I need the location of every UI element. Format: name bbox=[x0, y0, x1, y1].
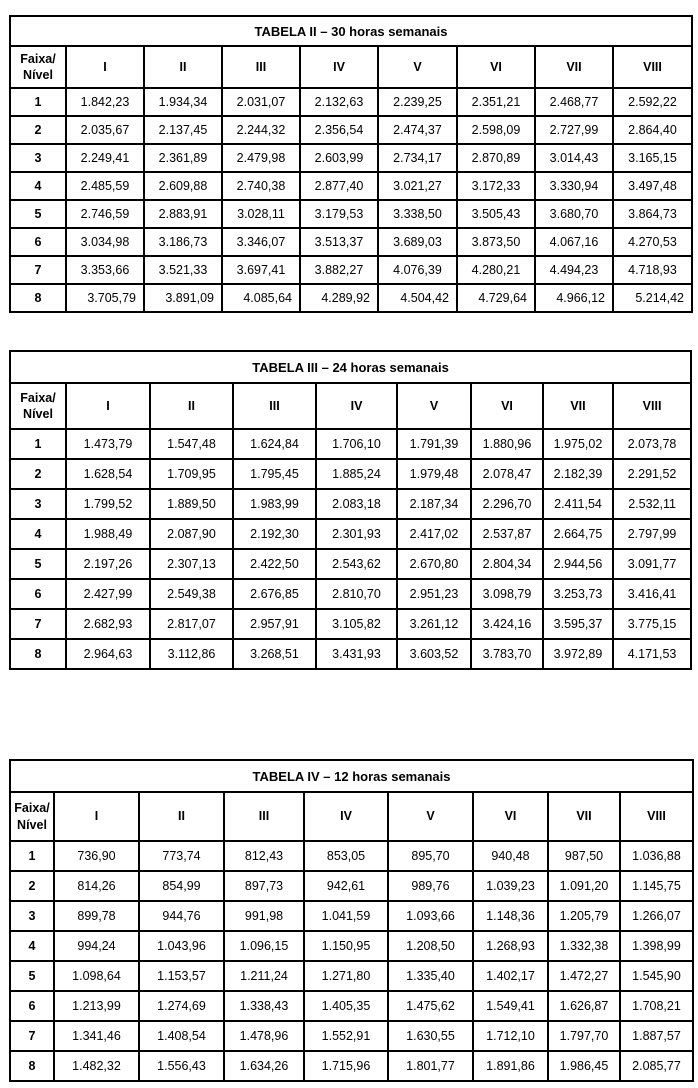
value-cell: 2.609,88 bbox=[144, 172, 222, 200]
value-cell: 2.474,37 bbox=[378, 116, 457, 144]
table-row bbox=[10, 228, 692, 256]
value-cell: 736,90 bbox=[54, 841, 139, 871]
level-cell: 6 bbox=[10, 579, 66, 609]
value-cell: 2.291,52 bbox=[613, 459, 691, 489]
value-cell: 3.705,79 bbox=[66, 284, 144, 312]
value-cell: 2.734,17 bbox=[378, 144, 457, 172]
table-row bbox=[10, 961, 693, 991]
value-cell: 1.153,57 bbox=[139, 961, 224, 991]
value-cell: 3.513,37 bbox=[300, 228, 378, 256]
value-cell: 1.475,62 bbox=[388, 991, 473, 1021]
value-cell: 814,26 bbox=[54, 871, 139, 901]
column-header: VII bbox=[543, 383, 613, 429]
level-cell: 4 bbox=[10, 519, 66, 549]
value-cell: 1.799,52 bbox=[66, 489, 150, 519]
value-cell: 1.208,50 bbox=[388, 931, 473, 961]
table-row bbox=[10, 549, 691, 579]
value-cell: 2.087,90 bbox=[150, 519, 233, 549]
value-cell: 1.332,38 bbox=[548, 931, 620, 961]
value-cell: 1.091,20 bbox=[548, 871, 620, 901]
value-cell: 2.549,38 bbox=[150, 579, 233, 609]
value-cell: 2.532,11 bbox=[613, 489, 691, 519]
table-row bbox=[10, 579, 691, 609]
value-cell: 3.330,94 bbox=[535, 172, 613, 200]
value-cell: 3.595,37 bbox=[543, 609, 613, 639]
corner-header-line1: Faixa/ bbox=[20, 51, 56, 66]
value-cell: 4.076,39 bbox=[378, 256, 457, 284]
table-row bbox=[10, 901, 693, 931]
table-row bbox=[10, 1021, 693, 1051]
value-cell: 2.537,87 bbox=[471, 519, 543, 549]
value-cell: 1.880,96 bbox=[471, 429, 543, 459]
value-cell: 2.351,21 bbox=[457, 88, 535, 116]
level-cell: 7 bbox=[10, 609, 66, 639]
value-cell: 1.934,34 bbox=[144, 88, 222, 116]
value-cell: 3.346,07 bbox=[222, 228, 300, 256]
corner-header-line2: Nível bbox=[17, 817, 47, 832]
value-cell: 3.112,86 bbox=[150, 639, 233, 669]
table-row bbox=[10, 1051, 693, 1081]
value-cell: 3.882,27 bbox=[300, 256, 378, 284]
value-cell: 1.473,79 bbox=[66, 429, 150, 459]
value-cell: 2.670,80 bbox=[397, 549, 471, 579]
value-cell: 3.253,73 bbox=[543, 579, 613, 609]
table-row bbox=[10, 429, 691, 459]
value-cell: 3.505,43 bbox=[457, 200, 535, 228]
value-cell: 994,24 bbox=[54, 931, 139, 961]
value-cell: 1.271,80 bbox=[304, 961, 388, 991]
value-cell: 4.085,64 bbox=[222, 284, 300, 312]
level-cell: 2 bbox=[10, 459, 66, 489]
value-cell: 3.186,73 bbox=[144, 228, 222, 256]
value-cell: 2.817,07 bbox=[150, 609, 233, 639]
value-cell: 2.301,93 bbox=[316, 519, 397, 549]
value-cell: 2.603,99 bbox=[300, 144, 378, 172]
table-row bbox=[10, 639, 691, 669]
value-cell: 3.098,79 bbox=[471, 579, 543, 609]
value-cell: 4.067,16 bbox=[535, 228, 613, 256]
corner-header-faixa-nivel bbox=[10, 792, 54, 841]
column-header: VIII bbox=[613, 383, 691, 429]
value-cell: 1.795,45 bbox=[233, 459, 316, 489]
column-header: VII bbox=[548, 792, 620, 841]
column-header: III bbox=[233, 383, 316, 429]
table-row bbox=[10, 931, 693, 961]
value-cell: 3.424,16 bbox=[471, 609, 543, 639]
value-cell: 1.405,35 bbox=[304, 991, 388, 1021]
value-cell: 1.398,99 bbox=[620, 931, 693, 961]
value-cell: 1.039,23 bbox=[473, 871, 548, 901]
column-header: I bbox=[66, 46, 144, 88]
value-cell: 1.338,43 bbox=[224, 991, 304, 1021]
value-cell: 2.296,70 bbox=[471, 489, 543, 519]
level-cell: 6 bbox=[10, 228, 66, 256]
level-cell: 7 bbox=[10, 1021, 54, 1051]
table-row bbox=[10, 609, 691, 639]
level-cell: 1 bbox=[10, 429, 66, 459]
salary-table-3 bbox=[9, 759, 694, 1082]
salary-table-2 bbox=[9, 350, 692, 670]
value-cell: 940,48 bbox=[473, 841, 548, 871]
table-title: TABELA II – 30 horas semanais bbox=[10, 16, 692, 46]
value-cell: 3.091,77 bbox=[613, 549, 691, 579]
column-header: VIII bbox=[613, 46, 692, 88]
value-cell: 2.877,40 bbox=[300, 172, 378, 200]
value-cell: 2.411,54 bbox=[543, 489, 613, 519]
value-cell: 1.708,21 bbox=[620, 991, 693, 1021]
value-cell: 1.145,75 bbox=[620, 871, 693, 901]
value-cell: 1.274,69 bbox=[139, 991, 224, 1021]
value-cell: 4.729,64 bbox=[457, 284, 535, 312]
value-cell: 987,50 bbox=[548, 841, 620, 871]
value-cell: 853,05 bbox=[304, 841, 388, 871]
value-cell: 989,76 bbox=[388, 871, 473, 901]
table-row bbox=[10, 116, 692, 144]
value-cell: 3.783,70 bbox=[471, 639, 543, 669]
value-cell: 1.630,55 bbox=[388, 1021, 473, 1051]
level-cell: 6 bbox=[10, 991, 54, 1021]
value-cell: 3.891,09 bbox=[144, 284, 222, 312]
value-cell: 1.093,66 bbox=[388, 901, 473, 931]
value-cell: 1.408,54 bbox=[139, 1021, 224, 1051]
level-cell: 1 bbox=[10, 841, 54, 871]
value-cell: 1.148,36 bbox=[473, 901, 548, 931]
value-cell: 899,78 bbox=[54, 901, 139, 931]
value-cell: 944,76 bbox=[139, 901, 224, 931]
value-cell: 2.083,18 bbox=[316, 489, 397, 519]
value-cell: 1.545,90 bbox=[620, 961, 693, 991]
table-row bbox=[10, 144, 692, 172]
value-cell: 3.021,27 bbox=[378, 172, 457, 200]
value-cell: 2.192,30 bbox=[233, 519, 316, 549]
value-cell: 2.740,38 bbox=[222, 172, 300, 200]
value-cell: 4.289,92 bbox=[300, 284, 378, 312]
value-cell: 4.171,53 bbox=[613, 639, 691, 669]
value-cell: 2.944,56 bbox=[543, 549, 613, 579]
table-row bbox=[10, 284, 692, 312]
value-cell: 2.307,13 bbox=[150, 549, 233, 579]
value-cell: 4.280,21 bbox=[457, 256, 535, 284]
level-cell: 8 bbox=[10, 1051, 54, 1081]
table-row bbox=[10, 519, 691, 549]
value-cell: 1.986,45 bbox=[548, 1051, 620, 1081]
value-cell: 2.031,07 bbox=[222, 88, 300, 116]
column-header: IV bbox=[316, 383, 397, 429]
value-cell: 1.634,26 bbox=[224, 1051, 304, 1081]
value-cell: 3.873,50 bbox=[457, 228, 535, 256]
column-header: VIII bbox=[620, 792, 693, 841]
value-cell: 1.041,59 bbox=[304, 901, 388, 931]
level-cell: 8 bbox=[10, 639, 66, 669]
table-row bbox=[10, 841, 693, 871]
value-cell: 1.556,43 bbox=[139, 1051, 224, 1081]
value-cell: 3.431,93 bbox=[316, 639, 397, 669]
table-row bbox=[10, 459, 691, 489]
value-cell: 2.361,89 bbox=[144, 144, 222, 172]
value-cell: 3.603,52 bbox=[397, 639, 471, 669]
value-cell: 1.801,77 bbox=[388, 1051, 473, 1081]
value-cell: 2.417,02 bbox=[397, 519, 471, 549]
level-cell: 3 bbox=[10, 144, 66, 172]
value-cell: 1.975,02 bbox=[543, 429, 613, 459]
corner-header-line1: Faixa/ bbox=[20, 390, 56, 405]
value-cell: 854,99 bbox=[139, 871, 224, 901]
corner-header-line1: Faixa/ bbox=[14, 801, 50, 816]
value-cell: 3.268,51 bbox=[233, 639, 316, 669]
value-cell: 1.096,15 bbox=[224, 931, 304, 961]
value-cell: 1.043,96 bbox=[139, 931, 224, 961]
table-row bbox=[10, 200, 692, 228]
value-cell: 2.249,41 bbox=[66, 144, 144, 172]
column-header: VI bbox=[471, 383, 543, 429]
level-cell: 5 bbox=[10, 549, 66, 579]
value-cell: 1.211,24 bbox=[224, 961, 304, 991]
value-cell: 1.889,50 bbox=[150, 489, 233, 519]
value-cell: 1.549,41 bbox=[473, 991, 548, 1021]
value-cell: 1.715,96 bbox=[304, 1051, 388, 1081]
salary-table-1 bbox=[9, 15, 693, 313]
table-title: TABELA IV – 12 horas semanais bbox=[10, 760, 693, 792]
value-cell: 2.035,67 bbox=[66, 116, 144, 144]
column-header: V bbox=[388, 792, 473, 841]
value-cell: 1.979,48 bbox=[397, 459, 471, 489]
value-cell: 1.268,93 bbox=[473, 931, 548, 961]
value-cell: 2.137,45 bbox=[144, 116, 222, 144]
value-cell: 4.494,23 bbox=[535, 256, 613, 284]
value-cell: 2.676,85 bbox=[233, 579, 316, 609]
table-row bbox=[10, 172, 692, 200]
value-cell: 3.521,33 bbox=[144, 256, 222, 284]
level-cell: 1 bbox=[10, 88, 66, 116]
value-cell: 2.078,47 bbox=[471, 459, 543, 489]
value-cell: 1.205,79 bbox=[548, 901, 620, 931]
column-header: V bbox=[378, 46, 457, 88]
level-cell: 7 bbox=[10, 256, 66, 284]
value-cell: 1.098,64 bbox=[54, 961, 139, 991]
level-cell: 4 bbox=[10, 931, 54, 961]
value-cell: 2.187,34 bbox=[397, 489, 471, 519]
value-cell: 2.427,99 bbox=[66, 579, 150, 609]
value-cell: 2.132,63 bbox=[300, 88, 378, 116]
value-cell: 2.239,25 bbox=[378, 88, 457, 116]
salary-tables-container bbox=[9, 15, 698, 1082]
value-cell: 1.988,49 bbox=[66, 519, 150, 549]
value-cell: 2.864,40 bbox=[613, 116, 692, 144]
value-cell: 1.624,84 bbox=[233, 429, 316, 459]
corner-header-faixa-nivel bbox=[10, 46, 66, 88]
table-row bbox=[10, 256, 692, 284]
value-cell: 3.172,33 bbox=[457, 172, 535, 200]
value-cell: 3.689,03 bbox=[378, 228, 457, 256]
value-cell: 3.034,98 bbox=[66, 228, 144, 256]
value-cell: 1.626,87 bbox=[548, 991, 620, 1021]
value-cell: 3.165,15 bbox=[613, 144, 692, 172]
column-header: I bbox=[66, 383, 150, 429]
value-cell: 1.482,32 bbox=[54, 1051, 139, 1081]
column-header: III bbox=[222, 46, 300, 88]
value-cell: 2.197,26 bbox=[66, 549, 150, 579]
level-cell: 2 bbox=[10, 871, 54, 901]
value-cell: 3.416,41 bbox=[613, 579, 691, 609]
value-cell: 2.468,77 bbox=[535, 88, 613, 116]
value-cell: 3.105,82 bbox=[316, 609, 397, 639]
value-cell: 3.338,50 bbox=[378, 200, 457, 228]
level-cell: 3 bbox=[10, 489, 66, 519]
value-cell: 2.951,23 bbox=[397, 579, 471, 609]
column-header: II bbox=[144, 46, 222, 88]
value-cell: 1.335,40 bbox=[388, 961, 473, 991]
value-cell: 2.957,91 bbox=[233, 609, 316, 639]
value-cell: 3.680,70 bbox=[535, 200, 613, 228]
corner-header-faixa-nivel bbox=[10, 383, 66, 429]
value-cell: 1.552,91 bbox=[304, 1021, 388, 1051]
value-cell: 897,73 bbox=[224, 871, 304, 901]
value-cell: 1.712,10 bbox=[473, 1021, 548, 1051]
value-cell: 2.810,70 bbox=[316, 579, 397, 609]
value-cell: 2.592,22 bbox=[613, 88, 692, 116]
value-cell: 3.353,66 bbox=[66, 256, 144, 284]
table-row bbox=[10, 489, 691, 519]
column-header: VII bbox=[535, 46, 613, 88]
value-cell: 1.266,07 bbox=[620, 901, 693, 931]
column-header: II bbox=[150, 383, 233, 429]
corner-header-line2: Nível bbox=[23, 68, 53, 82]
value-cell: 1.478,96 bbox=[224, 1021, 304, 1051]
value-cell: 1.213,99 bbox=[54, 991, 139, 1021]
value-cell: 1.402,17 bbox=[473, 961, 548, 991]
value-cell: 1.628,54 bbox=[66, 459, 150, 489]
value-cell: 4.966,12 bbox=[535, 284, 613, 312]
value-cell: 2.244,32 bbox=[222, 116, 300, 144]
corner-header-line2: Nível bbox=[23, 407, 53, 421]
table-row bbox=[10, 871, 693, 901]
value-cell: 2.682,93 bbox=[66, 609, 150, 639]
value-cell: 1.891,86 bbox=[473, 1051, 548, 1081]
value-cell: 3.179,53 bbox=[300, 200, 378, 228]
value-cell: 3.028,11 bbox=[222, 200, 300, 228]
value-cell: 3.014,43 bbox=[535, 144, 613, 172]
value-cell: 1.885,24 bbox=[316, 459, 397, 489]
level-cell: 8 bbox=[10, 284, 66, 312]
value-cell: 812,43 bbox=[224, 841, 304, 871]
value-cell: 1.547,48 bbox=[150, 429, 233, 459]
value-cell: 1.036,88 bbox=[620, 841, 693, 871]
column-header: VI bbox=[473, 792, 548, 841]
value-cell: 2.664,75 bbox=[543, 519, 613, 549]
value-cell: 2.598,09 bbox=[457, 116, 535, 144]
value-cell: 3.864,73 bbox=[613, 200, 692, 228]
value-cell: 3.775,15 bbox=[613, 609, 691, 639]
column-header: V bbox=[397, 383, 471, 429]
level-cell: 5 bbox=[10, 961, 54, 991]
value-cell: 2.870,89 bbox=[457, 144, 535, 172]
column-header: IV bbox=[300, 46, 378, 88]
value-cell: 3.697,41 bbox=[222, 256, 300, 284]
value-cell: 4.504,42 bbox=[378, 284, 457, 312]
value-cell: 773,74 bbox=[139, 841, 224, 871]
value-cell: 1.706,10 bbox=[316, 429, 397, 459]
value-cell: 1.797,70 bbox=[548, 1021, 620, 1051]
value-cell: 3.972,89 bbox=[543, 639, 613, 669]
value-cell: 1.472,27 bbox=[548, 961, 620, 991]
column-header: I bbox=[54, 792, 139, 841]
value-cell: 1.709,95 bbox=[150, 459, 233, 489]
value-cell: 2.804,34 bbox=[471, 549, 543, 579]
value-cell: 1.150,95 bbox=[304, 931, 388, 961]
value-cell: 2.727,99 bbox=[535, 116, 613, 144]
value-cell: 2.797,99 bbox=[613, 519, 691, 549]
value-cell: 1.341,46 bbox=[54, 1021, 139, 1051]
level-cell: 4 bbox=[10, 172, 66, 200]
value-cell: 2.746,59 bbox=[66, 200, 144, 228]
value-cell: 5.214,42 bbox=[613, 284, 692, 312]
level-cell: 2 bbox=[10, 116, 66, 144]
value-cell: 2.085,77 bbox=[620, 1051, 693, 1081]
value-cell: 4.718,93 bbox=[613, 256, 692, 284]
value-cell: 3.497,48 bbox=[613, 172, 692, 200]
value-cell: 2.073,78 bbox=[613, 429, 691, 459]
value-cell: 2.543,62 bbox=[316, 549, 397, 579]
column-header: VI bbox=[457, 46, 535, 88]
value-cell: 942,61 bbox=[304, 871, 388, 901]
value-cell: 2.422,50 bbox=[233, 549, 316, 579]
value-cell: 895,70 bbox=[388, 841, 473, 871]
column-header: IV bbox=[304, 792, 388, 841]
value-cell: 2.485,59 bbox=[66, 172, 144, 200]
value-cell: 2.356,54 bbox=[300, 116, 378, 144]
value-cell: 2.182,39 bbox=[543, 459, 613, 489]
value-cell: 3.261,12 bbox=[397, 609, 471, 639]
value-cell: 1.887,57 bbox=[620, 1021, 693, 1051]
value-cell: 2.964,63 bbox=[66, 639, 150, 669]
value-cell: 1.842,23 bbox=[66, 88, 144, 116]
value-cell: 991,98 bbox=[224, 901, 304, 931]
table-row bbox=[10, 88, 692, 116]
column-header: III bbox=[224, 792, 304, 841]
value-cell: 1.983,99 bbox=[233, 489, 316, 519]
column-header: II bbox=[139, 792, 224, 841]
table-title: TABELA III – 24 horas semanais bbox=[10, 351, 691, 383]
value-cell: 2.883,91 bbox=[144, 200, 222, 228]
table-row bbox=[10, 991, 693, 1021]
level-cell: 3 bbox=[10, 901, 54, 931]
value-cell: 2.479,98 bbox=[222, 144, 300, 172]
level-cell: 5 bbox=[10, 200, 66, 228]
value-cell: 4.270,53 bbox=[613, 228, 692, 256]
value-cell: 1.791,39 bbox=[397, 429, 471, 459]
